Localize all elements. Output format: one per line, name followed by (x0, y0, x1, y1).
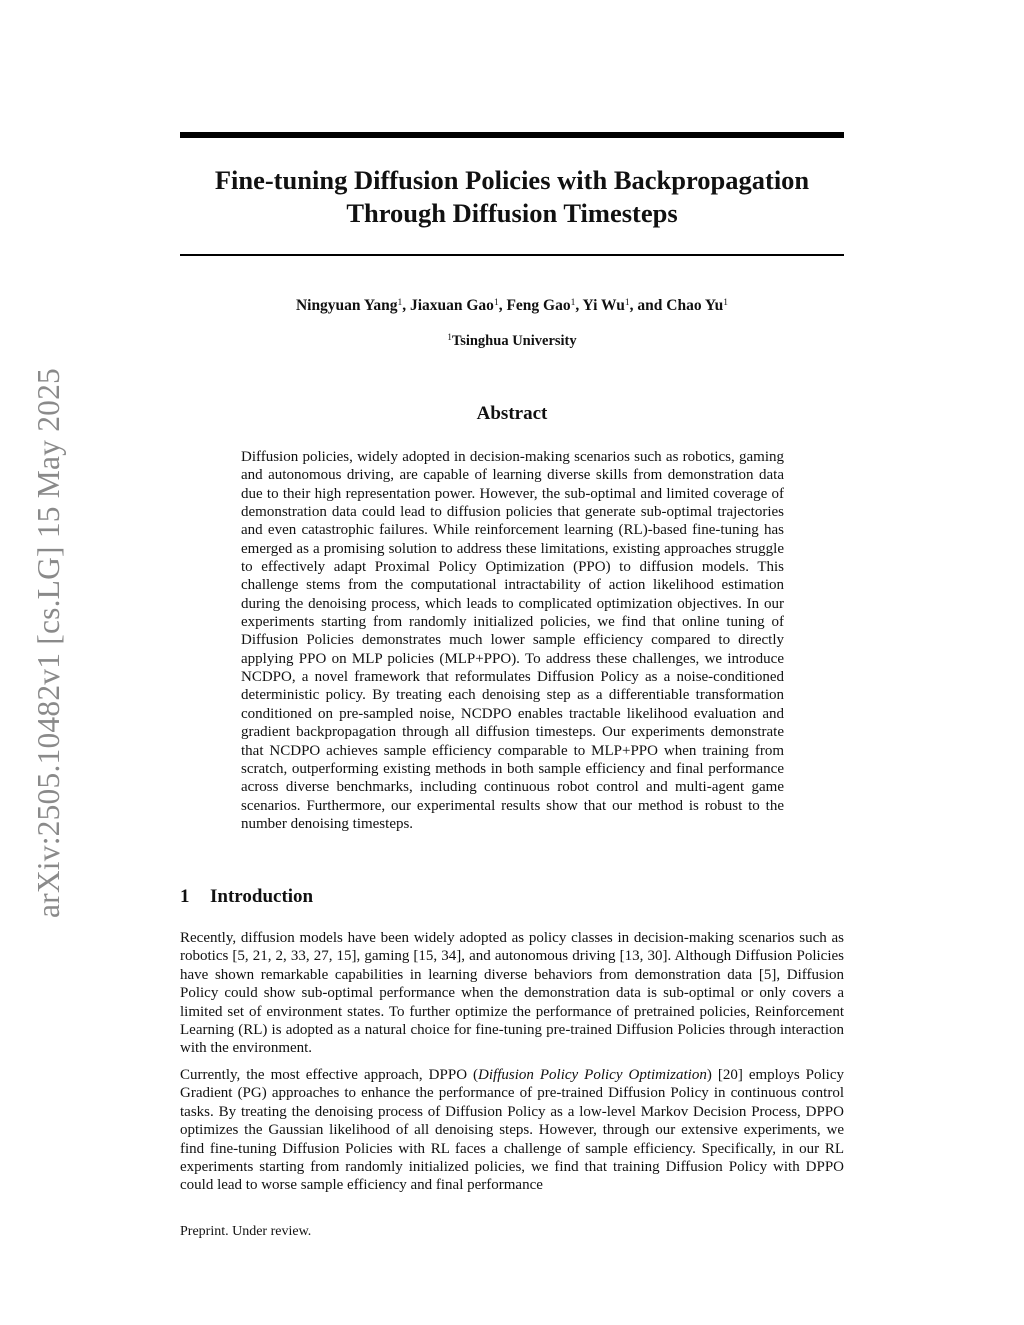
author-name: Yi Wu (582, 297, 625, 314)
affiliation-name: Tsinghua University (451, 333, 577, 349)
intro-p2-emphasis: Diffusion Policy Policy Optimization (478, 1067, 707, 1083)
section-title: Introduction (210, 886, 314, 907)
title-line-1: Fine-tuning Diffusion Policies with Backpropagation (214, 165, 810, 195)
footer-note: Preprint. Under review. (180, 1224, 312, 1239)
intro-paragraph-1: Recently, diffusion models have been widely adopted as policy classes in decision-making scenarios such as robotics [5, 21, 2, 33, 27, 15], gaming [15, 34], and autonomous driving [13, 30]. Although Diffusion Policies have shown remarkable capabilities in learning diverse behaviors from demonstration data [5], Diffusion Policy could show sub-optimal performance when the demonstration data is sub-optimal or only covers a limited set of environment states. To further optimize the performance of pretrained policies, Reinforcement Learning (RL) is adopted as a natural choice for fine-tuning pre-trained Diffusion Policies through interaction with the environment. (180, 930, 844, 1057)
author-affil-mark: 1 (723, 298, 729, 308)
author-separator: , (402, 297, 410, 314)
intro-paragraph-2 (180, 1066, 844, 1195)
abstract-text: Diffusion policies, widely adopted in decision-making scenarios such as robotics, gaming and autonomous driving, are capable of learning diverse skills from demonstration data due to their high representation power. However, the sub-optimal and limited coverage of demonstration data could lead to diffusion policies that generate sub-optimal trajectories and even catastrophic failures. While reinforcement learning (RL)-based fine-tuning has emerged as a promising solution to address these limitations, existing approaches struggle to effectively adapt Proximal Policy Optimization (PPO) to diffusion models. This challenge stems from the computational intractability of action likelihood estimation during the denoising process, which leads to complicated optimization objectives. In our experiments starting from randomly initialized policies, we find that online tuning of Diffusion Policies demonstrates much lower sample efficiency compared to directly applying PPO on MLP policies (MLP+PPO). To address these challenges, we introduce NCDPO, a novel framework that reformulates Diffusion Policy as a noise-conditioned deterministic policy. By treating each denoising step as a differentiable transformation conditioned on pre-sampled noise, NCDPO enables tractable likelihood evaluation and gradient backpropagation through all diffusion timesteps. Our experiments demonstrate that NCDPO achieves sample efficiency comparable to MLP+PPO when training from scratch, outperforming existing methods in both sample efficiency and final performance across diverse benchmarks, including continuous robot control and multi-agent game scenarios. Furthermore, our experimental results show that our method is robust to the number denoising timesteps. (241, 449, 784, 832)
author-separator: , and (629, 297, 667, 314)
author-separator: , (575, 297, 583, 314)
section-number: 1 (180, 886, 190, 907)
author-affil-mark: 1 (570, 298, 576, 308)
paper-title (180, 164, 844, 230)
title-rule-top (180, 132, 844, 138)
affiliation (180, 332, 844, 350)
arxiv-stamp: arXiv:2505.10482v1 [cs.LG] 15 May 2025 (31, 367, 66, 919)
author-affil-mark: 1 (493, 298, 499, 308)
author-affil-mark: 1 (624, 298, 630, 308)
author-name: Feng Gao (506, 297, 571, 314)
author-affil-mark: 1 (397, 298, 403, 308)
title-rule-bottom (180, 254, 844, 256)
author-list (180, 296, 844, 316)
intro-p2-text-end: ) [20] employs Policy Gradient (PG) approaches to enhance the performance of pre-trained Diffusion Policy in continuous control tasks. By treating the denoising process of Diffusion Policy as a low-level Markov Decision Process, DPPO optimizes the Gaussian likelihood of all denoising steps. However, through our extensive experiments, we find fine-tuning Diffusion Policies with RL faces a challenge of sample efficiency. Specifically, in our RL experiments starting from randomly initialized policies, we find that training Diffusion Policy with DPPO could lead to worse sample efficiency and final performance (180, 1067, 844, 1194)
intro-p2-text-start: Currently, the most effective approach, DPPO ( (180, 1067, 479, 1083)
author-name: Ningyuan Yang (295, 297, 398, 314)
abstract-heading: Abstract (476, 403, 548, 424)
section-heading-introduction (180, 886, 844, 908)
title-line-2: Through Diffusion Timesteps (346, 198, 678, 228)
author-name: Jiaxuan Gao (409, 297, 494, 314)
affiliation-mark: 1 (447, 332, 452, 342)
author-name: Chao Yu (666, 297, 724, 314)
author-separator: , (498, 297, 507, 314)
